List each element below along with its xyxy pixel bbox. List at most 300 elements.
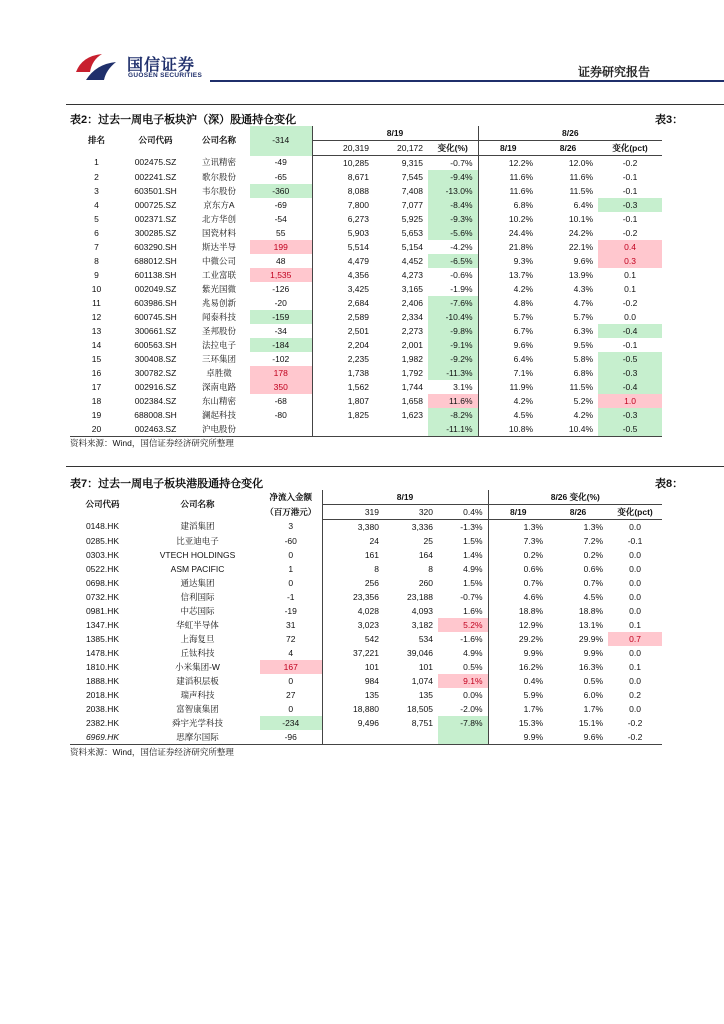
table-row	[70, 702, 662, 716]
ratio-819-cell: 4.2%	[478, 394, 538, 408]
table-row	[70, 590, 662, 604]
table-row	[70, 604, 662, 618]
ratio-819-cell: 7.1%	[478, 366, 538, 380]
table-row	[70, 212, 662, 226]
ratio-826-cell: 6.0%	[583, 689, 604, 700]
holding-819-cell: 1,807	[312, 394, 374, 408]
holding-change-cell	[438, 730, 488, 745]
name-cell: 比亚迪电子	[176, 535, 219, 546]
holding-826-cell: 260	[418, 577, 433, 588]
rank-cell: 12	[91, 311, 102, 322]
ratio-819-cell: 11.6%	[478, 170, 538, 184]
table7-title: 表7：过去一周电子板块港股通持仓变化	[70, 478, 264, 490]
net-flow-cell: 4	[288, 647, 294, 658]
net-flow-cell: 3	[288, 521, 294, 532]
ratio-826-cell: 0.7%	[583, 577, 604, 588]
holding-change-cell: -4.2%	[450, 241, 473, 252]
header-sub1: 319	[322, 505, 384, 520]
code-cell: 000725.SZ	[134, 199, 177, 210]
brand-name-cn: 国信证券	[127, 57, 196, 74]
ratio-819-cell: 5.7%	[478, 310, 538, 324]
name-cell: 东山精密	[201, 395, 236, 406]
holding-826-cell: 2,334	[401, 311, 423, 322]
ratio-change-cell: -0.4	[598, 380, 662, 394]
code-cell: 0981.HK	[85, 605, 120, 616]
ratio-826-cell: 11.5%	[569, 381, 594, 392]
table-row	[70, 618, 662, 632]
holding-819-cell: 542	[322, 632, 384, 646]
code-cell: 0522.HK	[85, 563, 120, 574]
code-cell: 002049.SZ	[134, 283, 177, 294]
table-row	[70, 632, 662, 646]
ratio-826-cell: 6.4%	[573, 199, 594, 210]
name-cell: 信利国际	[180, 591, 215, 602]
holding-826-cell: 39,046	[407, 647, 433, 658]
ratio-change-cell: 1.0	[598, 394, 662, 408]
ratio-826-cell: 16.3%	[578, 661, 604, 672]
name-cell: 兆易创新	[201, 297, 236, 308]
holding-826-cell: 1,792	[401, 367, 423, 378]
holding-819-cell: 984	[322, 674, 384, 688]
code-cell: 1478.HK	[85, 647, 120, 658]
name-cell: 富智康集团	[176, 703, 219, 714]
holding-819-cell: 8	[322, 562, 384, 576]
ratio-826-cell: 1.3%	[583, 521, 604, 532]
net-flow-cell: -80	[274, 409, 287, 420]
guosen-logo-icon	[72, 50, 120, 84]
ratio-819-cell: 6.4%	[478, 352, 538, 366]
ratio-819-cell: 15.3%	[488, 716, 548, 730]
ratio-change-cell: -0.3	[598, 408, 662, 422]
table-row	[70, 674, 662, 688]
net-flow-cell: 55	[276, 227, 286, 238]
holding-819-cell: 6,273	[312, 212, 374, 226]
ratio-826-cell: 13.9%	[568, 269, 594, 280]
name-cell: 韦尔股份	[201, 185, 236, 196]
ratio-826-cell: 0.2%	[583, 549, 604, 560]
ratio-change-cell: 0.1	[629, 661, 641, 672]
net-flow-cell: -69	[274, 199, 287, 210]
holding-change-cell: -9.8%	[428, 324, 478, 338]
ratio-change-cell: -0.1	[627, 535, 643, 546]
ratio-826-cell: 24.2%	[568, 227, 594, 238]
holding-819-cell: 2,589	[312, 310, 374, 324]
rank-cell: 15	[91, 353, 102, 364]
holding-change-cell: -8.4%	[428, 198, 478, 212]
ratio-826-cell: 9.6%	[573, 255, 594, 266]
net-flow-cell: 31	[286, 619, 296, 630]
ratio-819-cell: 7.3%	[488, 534, 548, 548]
ratio-826-cell: 1.7%	[583, 703, 604, 714]
name-cell: 闻泰科技	[201, 311, 236, 322]
ratio-819-cell: 21.8%	[478, 240, 538, 254]
ratio-826-cell: 7.2%	[583, 535, 604, 546]
header-code: 公司代码	[85, 499, 120, 510]
table-row	[70, 282, 662, 296]
ratio-819-cell: 9.9%	[488, 646, 548, 660]
holding-819-cell: 2,684	[312, 296, 374, 310]
header-sub2: 20,172	[374, 141, 428, 156]
ratio-change-cell: 0.0	[624, 311, 636, 322]
holding-826-cell: 23,188	[407, 591, 433, 602]
table8-title-fragment: 表8：	[655, 478, 684, 490]
ratio-826-cell: 10.1%	[568, 213, 594, 224]
net-flow-cell: -184	[250, 338, 312, 352]
holding-826-cell: 3,182	[411, 619, 433, 630]
ratio-change-cell: 0.0	[629, 703, 641, 714]
ratio-change-cell: 0.0	[629, 521, 641, 532]
ratio-819-cell: 0.2%	[488, 548, 548, 562]
rank-cell: 10	[91, 283, 102, 294]
table-row	[70, 562, 662, 576]
rank-cell: 16	[91, 367, 102, 378]
ratio-826-cell: 0.5%	[583, 675, 604, 686]
holding-change-cell: -11.1%	[428, 422, 478, 437]
holding-819-cell: 256	[322, 576, 384, 590]
table-row	[70, 296, 662, 310]
net-flow-cell: -1	[286, 591, 295, 602]
table-row	[70, 394, 662, 408]
name-cell: 京东方A	[203, 199, 235, 210]
table-row	[70, 576, 662, 590]
code-cell: 002384.SZ	[134, 395, 177, 406]
holding-826-cell: 135	[418, 689, 433, 700]
holding-change-cell: -9.2%	[428, 352, 478, 366]
code-cell: 1810.HK	[85, 661, 120, 672]
ratio-826-cell: 4.7%	[573, 297, 594, 308]
holding-change-cell: 11.6%	[428, 394, 478, 408]
holding-819-cell: 4,356	[312, 268, 374, 282]
holding-819-cell: 3,023	[322, 618, 384, 632]
table-row	[70, 688, 662, 702]
holding-826-cell: 1,623	[401, 409, 423, 420]
net-flow-cell: -96	[260, 730, 322, 745]
holding-819-cell: 5,903	[312, 226, 374, 240]
rank-cell: 19	[91, 409, 102, 420]
holding-826-cell: 25	[423, 535, 433, 546]
holding-826-cell: 1,074	[411, 675, 433, 686]
header-chg-pct: 变化(%)	[428, 141, 478, 156]
code-cell: 300408.SZ	[134, 353, 177, 364]
holding-change-cell: 1.6%	[463, 605, 483, 616]
header-date2: 8/26 变化(%)	[488, 490, 662, 505]
net-flow-cell: -234	[260, 716, 322, 730]
table-row	[70, 184, 662, 198]
table2	[70, 126, 662, 437]
name-cell: 北方华创	[201, 213, 236, 224]
ratio-change-cell: -0.1	[622, 185, 638, 196]
ratio-change-cell: -0.1	[622, 171, 638, 182]
rank-cell: 4	[94, 199, 99, 210]
holding-826-cell: 1,744	[401, 381, 423, 392]
holding-826-cell: 8	[428, 563, 433, 574]
header-date1: 8/19	[322, 490, 488, 505]
holding-change-cell: -11.3%	[428, 366, 478, 380]
header-code: 公司代码	[138, 135, 173, 146]
ratio-819-cell: 4.8%	[478, 296, 538, 310]
ratio-826-cell: 9.5%	[573, 339, 594, 350]
ratio-826-cell: 4.2%	[573, 409, 594, 420]
table-row	[70, 660, 662, 674]
code-cell: 0285.HK	[85, 535, 120, 546]
net-flow-cell: 167	[260, 660, 322, 674]
holding-819-cell: 5,514	[312, 240, 374, 254]
code-cell: 1888.HK	[85, 675, 120, 686]
holding-change-cell: -9.3%	[428, 212, 478, 226]
holding-819-cell: 10,285	[312, 156, 374, 171]
header-s1: 8/19	[488, 505, 548, 520]
holding-change-cell: -6.5%	[428, 254, 478, 268]
holding-819-cell: 4,028	[322, 604, 384, 618]
holding-change-cell: 3.1%	[453, 381, 473, 392]
holding-819-cell: 8,088	[312, 184, 374, 198]
holding-change-cell: -0.7%	[460, 591, 483, 602]
holding-change-cell: 4.9%	[463, 563, 483, 574]
ratio-change-cell: 0.0	[629, 647, 641, 658]
net-flow-cell: 72	[286, 633, 296, 644]
table-row	[70, 646, 662, 660]
ratio-change-cell: 0.0	[629, 577, 641, 588]
name-cell: 华虹半导体	[176, 619, 219, 630]
net-flow-cell: -49	[274, 157, 287, 168]
name-cell: 深南电路	[201, 381, 236, 392]
holding-826-cell: 5,653	[401, 227, 423, 238]
rank-cell: 9	[94, 269, 99, 280]
ratio-819-cell: 12.2%	[478, 156, 538, 171]
holding-819-cell: 9,496	[322, 716, 384, 730]
net-flow-cell: 178	[250, 366, 312, 380]
name-cell: 建滔积层板	[176, 675, 219, 686]
code-cell: 0303.HK	[85, 549, 120, 560]
name-cell: 斯达半导	[201, 241, 236, 252]
net-flow-cell: 0	[288, 577, 294, 588]
ratio-change-cell: -0.2	[622, 227, 638, 238]
name-cell: 上海复旦	[180, 633, 215, 644]
holding-change-cell: -7.6%	[428, 296, 478, 310]
header-divider	[210, 80, 724, 82]
net-flow-cell: -60	[284, 535, 297, 546]
net-flow-cell: -34	[274, 325, 287, 336]
ratio-819-cell: 29.2%	[488, 632, 548, 646]
ratio-819-cell: 9.6%	[478, 338, 538, 352]
code-cell: 600745.SH	[134, 311, 177, 322]
ratio-change-cell: -0.1	[622, 213, 638, 224]
rank-cell: 11	[92, 297, 101, 308]
net-flow-cell: 199	[250, 240, 312, 254]
holding-819-cell	[312, 422, 374, 437]
ratio-826-cell: 15.1%	[578, 717, 604, 728]
rank-cell: 18	[91, 395, 102, 406]
header-chg-pct2: 变化(pct)	[608, 505, 662, 520]
holding-change-cell: 5.2%	[438, 618, 488, 632]
holding-819-cell: 24	[322, 534, 384, 548]
holding-819-cell	[322, 730, 384, 745]
rank-cell: 5	[94, 213, 99, 224]
ratio-826-cell: 4.5%	[583, 591, 604, 602]
holding-819-cell: 2,204	[312, 338, 374, 352]
holding-819-cell: 2,501	[312, 324, 374, 338]
holding-819-cell: 23,356	[322, 590, 384, 604]
table-row	[70, 548, 662, 562]
holding-826-cell: 1,982	[401, 353, 423, 364]
name-cell: 三环集团	[201, 353, 236, 364]
name-cell: 建滔集团	[180, 521, 215, 532]
table-row	[70, 310, 662, 324]
ratio-826-cell: 29.9%	[578, 633, 604, 644]
rank-cell: 1	[94, 157, 99, 168]
rank-cell: 3	[94, 185, 99, 196]
table-row	[70, 170, 662, 184]
header-date2: 8/26	[478, 126, 662, 141]
ratio-826-cell: 9.6%	[548, 730, 608, 745]
ratio-change-cell: -0.5	[598, 352, 662, 366]
ratio-819-cell: 16.2%	[488, 660, 548, 674]
ratio-826-cell: 22.1%	[568, 241, 594, 252]
ratio-826-cell: 6.3%	[573, 325, 594, 336]
ratio-826-cell: 5.2%	[573, 395, 594, 406]
holding-826-cell: 3,336	[411, 521, 433, 532]
ratio-change-cell: -0.1	[622, 339, 638, 350]
ratio-819-cell: 10.8%	[478, 422, 538, 437]
table2-header-row-1	[70, 126, 662, 141]
net-flow-cell: -65	[274, 171, 287, 182]
holding-change-cell: 1.4%	[463, 549, 483, 560]
ratio-819-cell: 9.9%	[488, 730, 548, 745]
holding-change-cell: -10.4%	[428, 310, 478, 324]
net-flow-cell: 1	[288, 563, 294, 574]
net-flow-cell: -68	[274, 395, 287, 406]
ratio-819-cell: 13.7%	[478, 268, 538, 282]
rank-cell: 8	[94, 255, 99, 266]
holding-819-cell: 1,562	[312, 380, 374, 394]
name-cell: 法拉电子	[201, 339, 236, 350]
name-cell: 中微公司	[201, 255, 236, 266]
net-flow-cell: 1,535	[250, 268, 312, 282]
name-cell: 思摩尔国际	[135, 730, 260, 745]
name-cell: 圣邦股份	[201, 325, 236, 336]
name-cell: 工业富联	[201, 269, 236, 280]
table-row	[70, 520, 662, 535]
ratio-change-cell: -0.2	[622, 157, 638, 168]
ratio-826-cell: 11.6%	[569, 171, 594, 182]
code-cell: 300285.SZ	[134, 227, 177, 238]
table-row	[70, 380, 662, 394]
ratio-change-cell: 0.0	[629, 591, 641, 602]
holding-819-cell: 161	[322, 548, 384, 562]
table-row	[70, 716, 662, 730]
net-flow-cell: -360	[250, 184, 312, 198]
ratio-change-cell: 0.0	[629, 605, 641, 616]
table-row	[70, 254, 662, 268]
ratio-819-cell: 0.7%	[488, 576, 548, 590]
code-cell: 603501.SH	[134, 185, 177, 196]
holding-819-cell: 101	[322, 660, 384, 674]
net-flow-cell: -20	[274, 297, 287, 308]
table7	[70, 490, 662, 745]
holding-826-cell: 18,505	[407, 703, 433, 714]
ratio-819-cell: 11.9%	[478, 380, 538, 394]
name-cell: 小米集团-W	[175, 661, 220, 672]
holding-826-cell: 534	[418, 633, 433, 644]
ratio-826-cell: 5.8%	[573, 353, 594, 364]
code-cell: 603290.SH	[134, 241, 177, 252]
ratio-change-cell: -0.3	[598, 366, 662, 380]
header-flow-line1: 净流入金额	[269, 491, 312, 502]
net-flow-cell: 27	[286, 689, 296, 700]
header-flow-line2: （百万港元）	[265, 506, 317, 517]
table2-top-rule	[66, 104, 724, 105]
holding-change-cell: 1.5%	[463, 577, 483, 588]
holding-change-cell: -2.0%	[460, 703, 483, 714]
holding-change-cell: 9.1%	[438, 674, 488, 688]
ratio-819-cell: 24.4%	[478, 226, 538, 240]
ratio-819-cell: 6.7%	[478, 324, 538, 338]
header-date1: 8/19	[312, 126, 478, 141]
holding-826-cell: 5,154	[401, 241, 423, 252]
name-cell: 中芯国际	[180, 605, 215, 616]
ratio-819-cell: 4.5%	[478, 408, 538, 422]
net-flow-cell: 0	[288, 549, 294, 560]
code-cell: 2018.HK	[85, 689, 120, 700]
code-cell: 600563.SH	[134, 339, 177, 350]
ratio-change-cell: -0.2	[627, 717, 643, 728]
holding-826-cell	[374, 422, 428, 437]
ratio-change-cell: 0.1	[624, 283, 636, 294]
ratio-change-cell: 0.7	[608, 632, 662, 646]
table-row	[70, 408, 662, 422]
holding-826-cell	[384, 730, 438, 745]
holding-819-cell: 2,235	[312, 352, 374, 366]
holding-change-cell: -7.8%	[438, 716, 488, 730]
holding-826-cell: 4,093	[411, 605, 433, 616]
header-s1: 8/19	[478, 141, 538, 156]
holding-819-cell: 18,880	[322, 702, 384, 716]
holding-change-cell: -1.9%	[450, 283, 473, 294]
ratio-change-cell: 0.2	[629, 689, 641, 700]
holding-change-cell: 1.5%	[463, 535, 483, 546]
holding-819-cell: 8,671	[312, 170, 374, 184]
ratio-819-cell: 4.2%	[478, 282, 538, 296]
ratio-826-cell: 10.4%	[538, 422, 598, 437]
net-flow-cell: 350	[250, 380, 312, 394]
ratio-change-cell: 0.0	[629, 549, 641, 560]
ratio-826-cell: 18.8%	[578, 605, 604, 616]
holding-826-cell: 164	[418, 549, 433, 560]
code-cell: 0732.HK	[85, 591, 120, 602]
table-row	[70, 156, 662, 171]
holding-change-cell: -13.0%	[428, 184, 478, 198]
holding-826-cell: 7,077	[401, 199, 423, 210]
holding-819-cell: 3,425	[312, 282, 374, 296]
holding-819-cell: 135	[322, 688, 384, 702]
code-cell: 1347.HK	[85, 619, 120, 630]
holding-819-cell: 7,800	[312, 198, 374, 212]
holding-826-cell: 2,406	[401, 297, 423, 308]
ratio-change-cell: 0.1	[629, 619, 641, 630]
holding-819-cell: 4,479	[312, 254, 374, 268]
table7-top-rule	[66, 466, 724, 467]
code-cell: 1385.HK	[85, 633, 120, 644]
name-cell: VTECH HOLDINGS	[159, 549, 236, 560]
table7-header-row-1	[70, 490, 662, 505]
name-cell: 丘钛科技	[180, 647, 215, 658]
ratio-826-cell: 5.7%	[573, 311, 594, 322]
report-type-label: 证券研究报告	[578, 65, 651, 79]
ratio-change-cell: 0.1	[624, 269, 636, 280]
ratio-826-cell: 6.8%	[573, 367, 594, 378]
table-row	[70, 352, 662, 366]
header-s2: 8/26	[548, 505, 608, 520]
